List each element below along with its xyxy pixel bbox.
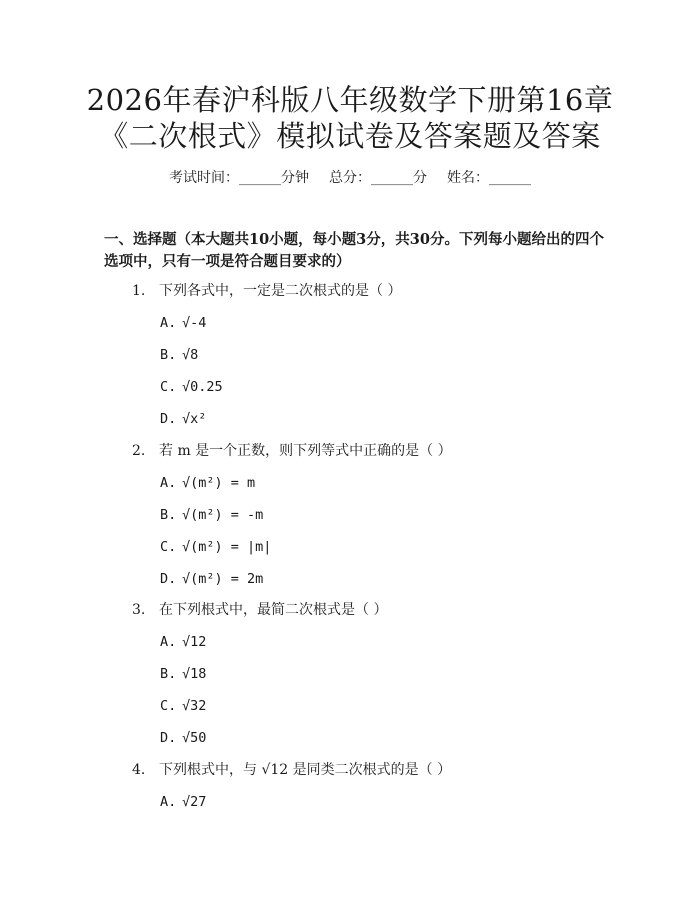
question-4-option-a: [160, 792, 206, 812]
option-letter: A.: [160, 315, 177, 331]
student-name-field: 姓名：______: [447, 170, 531, 186]
option-text: √x²: [182, 411, 207, 427]
option-text: √12: [182, 634, 207, 650]
question-1: [132, 281, 401, 301]
question-text: 下列根式中，与 √12 是同类二次根式的是（ ）: [159, 762, 452, 778]
question-text: 若 m 是一个正数，则下列等式中正确的是（ ）: [159, 443, 452, 459]
question-2-option-d: [160, 569, 263, 589]
option-text: √0.25: [182, 379, 223, 395]
option-text: √27: [182, 794, 207, 810]
option-letter: A.: [160, 794, 177, 810]
question-3-option-a: [160, 632, 206, 652]
exam-info-line: [0, 168, 700, 188]
option-letter: C.: [160, 539, 177, 555]
question-number: 3.: [132, 602, 146, 618]
option-letter: D.: [160, 730, 177, 746]
question-1-option-b: [160, 345, 198, 365]
option-letter: A.: [160, 475, 177, 491]
document-title-line-2: 《二次根式》模拟试卷及答案题及答案: [99, 119, 601, 153]
option-letter: C.: [160, 379, 177, 395]
question-1-option-d: [160, 409, 206, 429]
question-2-option-c: [160, 537, 271, 557]
total-score-field: 总分：______分: [329, 170, 427, 186]
option-text: √(m²) = 2m: [182, 571, 264, 587]
question-2-option-b: [160, 505, 263, 525]
question-4: [132, 760, 451, 780]
question-3-option-b: [160, 664, 206, 684]
option-letter: D.: [160, 411, 177, 427]
option-letter: B.: [160, 507, 177, 523]
document-title-line-1: 2026年春沪科版八年级数学下册第16章: [86, 83, 614, 117]
option-text: √(m²) = -m: [182, 507, 264, 523]
option-text: √8: [182, 347, 199, 363]
question-number: 1.: [132, 283, 146, 299]
option-text: √(m²) = m: [182, 475, 256, 491]
question-text: 下列各式中，一定是二次根式的是（ ）: [159, 283, 402, 299]
option-text: √18: [182, 666, 207, 682]
question-text: 在下列根式中，最简二次根式是（ ）: [159, 602, 388, 618]
question-number: 2.: [132, 443, 146, 459]
option-text: √50: [182, 730, 207, 746]
question-2: [132, 441, 452, 461]
option-letter: C.: [160, 698, 177, 714]
section-heading-multiple-choice: 一、选择题（本大题共10小题，每小题3分，共30分。下列每小题给出的四个选项中，只有一项是符合题目要求的）: [104, 231, 604, 270]
option-text: √32: [182, 698, 207, 714]
question-number: 4.: [132, 762, 146, 778]
option-letter: A.: [160, 634, 177, 650]
question-1-option-c: [160, 377, 223, 397]
option-letter: B.: [160, 666, 177, 682]
option-letter: D.: [160, 571, 177, 587]
option-text: √(m²) = |m|: [182, 539, 272, 555]
option-text: √-4: [182, 315, 207, 331]
option-letter: B.: [160, 347, 177, 363]
question-3-option-d: [160, 728, 206, 748]
question-3-option-c: [160, 696, 206, 716]
question-3: [132, 600, 387, 620]
exam-time-field: 考试时间：______分钟: [169, 170, 309, 186]
question-2-option-a: [160, 473, 255, 493]
question-1-option-a: [160, 313, 206, 333]
